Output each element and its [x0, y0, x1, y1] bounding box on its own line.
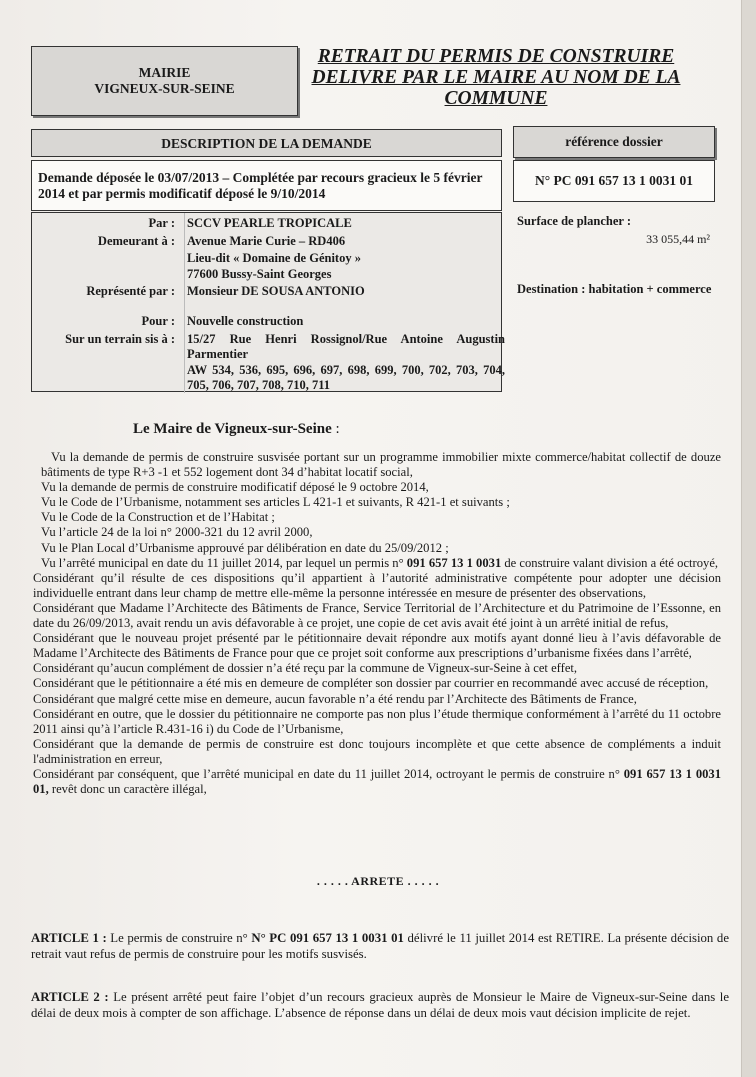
terrain-value: 15/27 Rue Henri Rossignol/Rue Antoine Augustin Parmentier	[187, 332, 505, 361]
article-1-label: ARTICLE 1 :	[31, 931, 107, 945]
destination-label: Destination : habitation + commerce	[517, 282, 712, 296]
column-divider	[184, 213, 185, 393]
title-line-3: COMMUNE	[444, 88, 548, 109]
vu-paragraph: Vu l’article 24 de la loi n° 2000-321 du 12 avril 2000,	[41, 525, 313, 540]
reference-heading: référence dossier	[513, 126, 715, 158]
article-1-text: délivré le 11 juillet 2014 est RETIRE. La présente décision de retrait vaut refus de permis de construire pour les motifs susvisés.	[31, 931, 730, 961]
commune-name: VIGNEUX-SUR-SEINE	[94, 81, 235, 96]
address-line-3: 77600 Bussy-Saint Georges	[187, 267, 332, 281]
address-line-1: Avenue Marie Curie – RD406	[187, 234, 346, 248]
article-1-text: Le permis de construire n°	[106, 931, 252, 945]
description-heading: DESCRIPTION DE LA DEMANDE	[31, 129, 502, 157]
represente-value: Monsieur DE SOUSA ANTONIO	[187, 284, 365, 298]
terrain-label: Sur un terrain sis à :	[65, 332, 175, 346]
pour-label: Pour :	[141, 314, 175, 328]
document-title	[300, 46, 692, 109]
parcelles-value: AW 534, 536, 695, 696, 697, 698, 699, 700, 702, 703, 704, 705, 706, 707, 708, 710, 711	[187, 363, 505, 392]
considerant-paragraph: Considérant que le nouveau projet présenté par le pétitionnaire devait répondre aux motifs ayant donné lieu à l’avis défavorable de Madame l’Architecte des Bâtiments de France pour que ce projet soit conforme aux prescriptions d’urbanisme fixées dans l’arrêté,	[33, 631, 721, 661]
address-line-2: Lieu-dit « Domaine de Génitoy »	[187, 251, 361, 265]
vu-paragraph: Vu le Plan Local d’Urbanisme approuvé par délibération en date du 25/09/2012 ;	[41, 540, 449, 555]
vu-paragraph: Vu le Code de l’Urbanisme, notamment ses articles L 421-1 et suivants, R 421-1 et suivants ;	[41, 495, 510, 510]
vu-paragraph	[33, 556, 721, 571]
surface-label: Surface de plancher :	[517, 214, 631, 228]
vu-paragraph: Vu le Code de la Construction et de l’Habitat ;	[41, 510, 275, 525]
par-value: SCCV PEARLE TROPICALE	[187, 216, 352, 230]
represente-label: Représenté par :	[86, 284, 175, 298]
maire-heading	[133, 421, 340, 438]
article-1-permit-number: N° PC 091 657 13 1 0031 01	[251, 931, 404, 945]
considerant-paragraph: Considérant que Madame l’Architecte des Bâtiments de France, Service Territorial de l’Architecture et du Patrimoine de l’Essonne, en date du 26/09/2013, avait rendu un avis défavorable à ce projet, une copie de cet avis avait été joint à un arrêté initial de refus,	[33, 600, 721, 631]
mairie-label: MAIRIE	[138, 65, 191, 80]
article-2-label: ARTICLE 2 :	[31, 990, 109, 1004]
decision-body	[33, 450, 721, 797]
page-edge	[741, 0, 756, 1077]
considerant-text: revêt donc un caractère illégal,	[48, 782, 207, 797]
considerant-paragraph: Considérant qu’aucun complément de dossier n’a été reçu par la commune de Vigneux-sur-Seine à cet effet,	[33, 661, 578, 676]
vu-text: Vu l’arrêté municipal en date du 11 juillet 2014, par lequel un permis n°	[41, 555, 407, 570]
demande-text: Demande déposée le 03/07/2013 – Complétée par recours gracieux le 5 février 2014 et par permis modificatif déposé le 9/10/2014	[31, 160, 502, 211]
considerant-paragraph	[33, 767, 721, 797]
vu-text: de construire valant division a été octroyé,	[501, 555, 719, 570]
demeurant-label: Demeurant à :	[97, 234, 175, 248]
pour-value: Nouvelle construction	[187, 314, 304, 328]
applicant-details	[31, 212, 505, 392]
par-label: Par :	[148, 216, 175, 230]
surface-value: 33 055,44 m²	[646, 232, 710, 246]
article-1	[31, 931, 729, 962]
permit-number: 091 657 13 1 0031 01,	[33, 766, 722, 797]
mairie-box	[31, 46, 298, 116]
maire-colon: :	[331, 421, 340, 437]
considerant-paragraph: Considérant qu’il résulte de ces dispositions qu’il appartient à l’autorité administrative compétente pour adopter une décision individuelle entrant dans leur champ de mettre elle-même la personne intéressée en mesure de présenter des observations,	[33, 570, 721, 600]
considerant-paragraph: Considérant que le pétitionnaire a été mis en demeure de compléter son dossier par courrier en recommandé avec accusé de réception,	[33, 676, 709, 691]
considerant-paragraph: Considérant que la demande de permis de construire est donc toujours incomplète et que cette absence de compléments a induit l'administration en erreur,	[33, 736, 721, 766]
reference-number: N° PC 091 657 13 1 0031 01	[513, 160, 715, 202]
maire-title: Le Maire de Vigneux-sur-Seine	[133, 421, 332, 437]
title-line-2: DELIVRE PAR LE MAIRE AU NOM DE LA	[311, 67, 681, 88]
vu-paragraph: Vu la demande de permis de construire modificatif déposé le 9 octobre 2014,	[41, 480, 429, 495]
article-2	[31, 990, 729, 1021]
considerant-paragraph: Considérant que malgré cette mise en demeure, aucun favorable n’a été rendu par l’Architecte des Bâtiments de France,	[33, 691, 637, 706]
article-2-text: Le présent arrêté peut faire l’objet d’un recours gracieux auprès de Monsieur le Maire de Vigneux-sur-Seine dans le délai de deux mois à compter de son affichage. L’absence de réponse dans un délai de deux mois vaut décision implicite de rejet.	[31, 990, 730, 1020]
considerant-paragraph: Considérant en outre, que le dossier du pétitionnaire ne comporte pas non plus l’étude thermique conformément à l’arrêté du 11 octobre 2011 ainsi qu’à l’article R.431-16 i) du Code de l’Urbanisme,	[33, 706, 721, 736]
permit-number: 091 657 13 1 0031	[406, 555, 502, 570]
considerant-text: Considérant par conséquent, que l’arrêté municipal en date du 11 juillet 2014, octroyant le permis de construire n°	[33, 766, 624, 781]
vu-paragraph: Vu la demande de permis de construire susvisée portant sur un programme immobilier mixte commerce/habitat collectif de douze bâtiments de type R+3 -1 et 552 logement dont 34 d’habitat locatif social,	[41, 450, 721, 480]
title-line-1: RETRAIT DU PERMIS DE CONSTRUIRE	[317, 46, 675, 67]
arrete-heading: . . . . . ARRETE . . . . .	[316, 874, 440, 888]
